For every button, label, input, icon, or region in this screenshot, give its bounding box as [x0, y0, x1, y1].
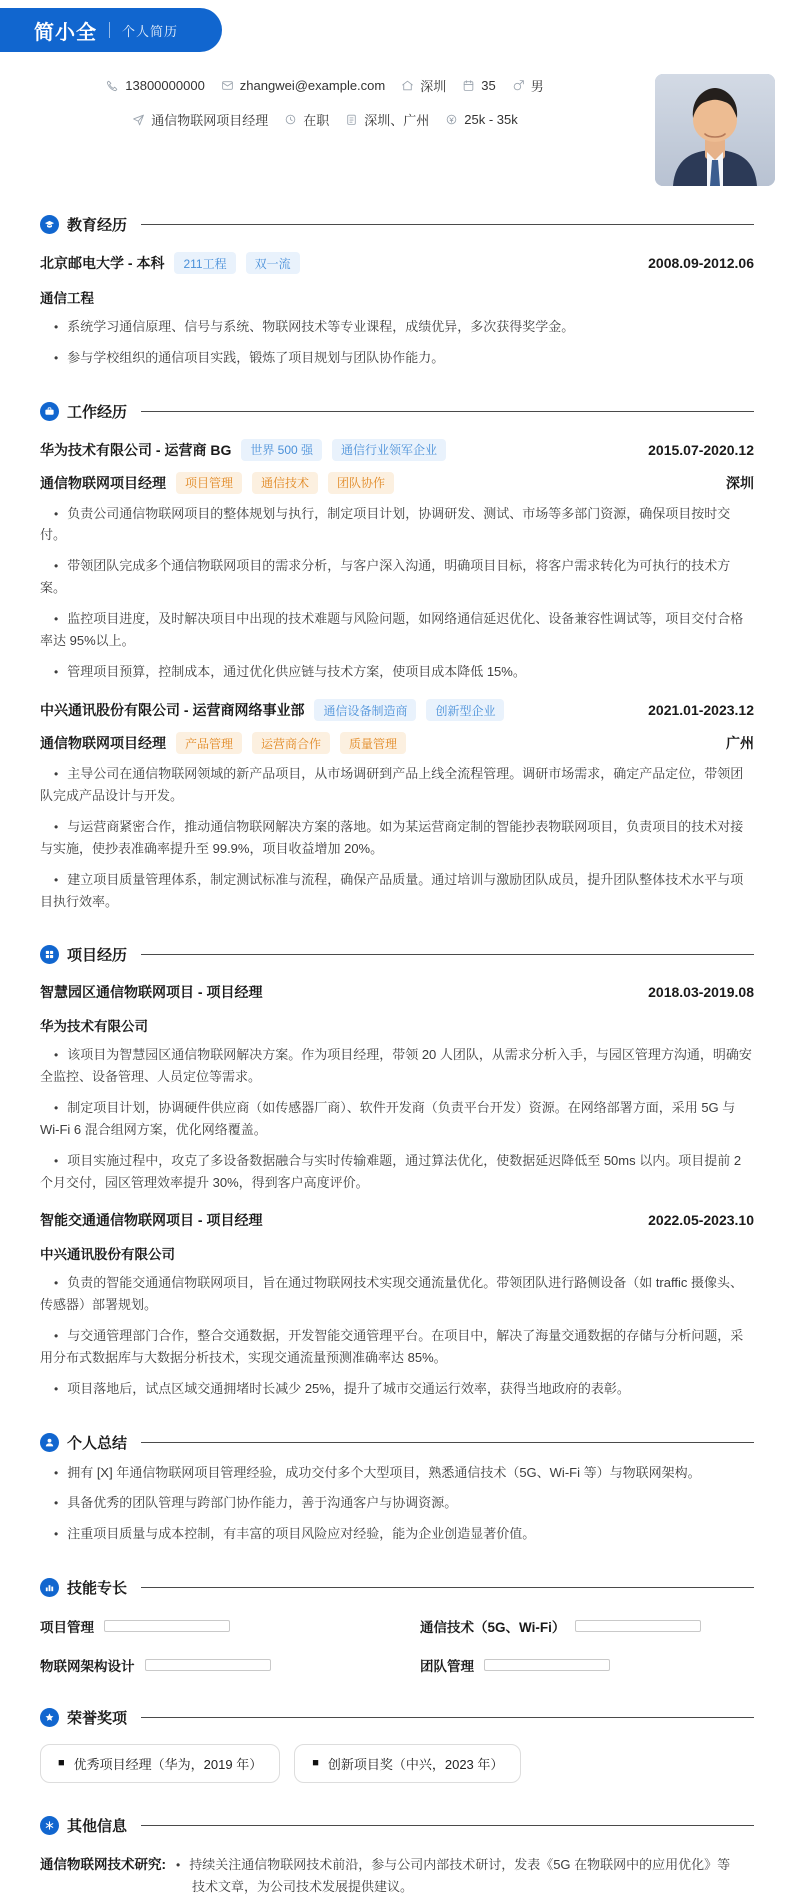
skill-label: 通信技术（5G、Wi-Fi）: [420, 1620, 566, 1636]
bullet-text: 制定项目计划，协调硬件供应商（如传感器厂商）、软件开发商（负责平台开发）资源。在网络部署方面，采用 5G 与 Wi-Fi 6 混合组网方案，优化网络覆盖。: [40, 1100, 736, 1137]
bullet-marker: •: [54, 1527, 59, 1542]
bullet-text: 具备优秀的团队管理与跨部门协作能力，善于沟通客户与协调资源。: [67, 1495, 458, 1511]
bullet-marker: •: [54, 1465, 59, 1480]
bullet-marker: •: [54, 1329, 59, 1344]
work-bullets: [40, 763, 754, 912]
skill-item: [40, 1655, 374, 1675]
section-divider: [141, 411, 754, 412]
section-divider: [141, 224, 754, 225]
skill-tag: 运营商合作: [252, 732, 330, 754]
company-tag: 创新型企业: [426, 699, 504, 721]
bullet-text: 建立项目质量管理体系，制定测试标准与流程，确保产品质量。通过培训与激励团队成员，提升团队整体技术水平与项目执行效率。: [40, 871, 744, 909]
phone-value: 13800000000: [125, 78, 205, 93]
job-status-icon: [284, 113, 297, 126]
honor-item: [40, 1744, 280, 1783]
bullet-text: 负责公司通信物联网项目的整体规划与执行，制定项目计划，协调研发、测试、市场等多部门资源，确保项目按时交付。: [40, 505, 731, 543]
job-title: 通信物联网项目经理: [40, 735, 166, 752]
section-divider: [141, 1442, 754, 1443]
company-name: 中兴通讯股份有限公司 - 运营商网络事业部: [40, 702, 305, 719]
bullet-item: [40, 608, 754, 652]
section-title: 技能专长: [67, 1580, 128, 1598]
project-name: 智慧园区通信物联网项目 - 项目经理: [40, 984, 263, 1001]
resume-header: [0, 72, 794, 182]
phone-item: [106, 78, 205, 93]
bullet-item: [40, 1378, 754, 1400]
bullet-item: [40, 1492, 754, 1514]
position-icon: [132, 113, 145, 126]
square-marker-icon: ■: [58, 1757, 65, 1770]
bullet-item: [40, 1325, 754, 1369]
bullet-text: 管理项目预算，控制成本，通过优化供应链与技术方案，使项目成本降低 15%。: [67, 663, 526, 679]
gender-value: 男: [530, 79, 544, 94]
bullet-marker: •: [54, 1048, 59, 1063]
salary-icon: [445, 113, 458, 126]
contact-row-2: [20, 110, 630, 129]
cities-icon: [345, 113, 358, 126]
bullet-item: [40, 1523, 754, 1545]
honor-text: 优秀项目经理（华为，2019 年）: [73, 1757, 263, 1773]
work-date: 2015.07-2020.12: [648, 441, 754, 458]
bullet-marker: •: [54, 1496, 59, 1511]
bullet-text: 系统学习通信原理、信号与系统、物联网技术等专业课程，成绩优异，多次获得奖学金。: [67, 319, 575, 334]
section-title: 教育经历: [67, 217, 128, 234]
bullet-text: 项目实施过程中，攻克了多设备数据融合与实时传输难题，通过算法优化，使数据延迟降低至 50ms 以内。项目提前 2 个月交付，园区管理效率提升 30%，得到客户高度评价。: [40, 1152, 742, 1190]
company-name: 华为技术有限公司 - 运营商 BG: [40, 441, 232, 458]
bullet-marker: •: [54, 559, 59, 574]
section-title: 荣誉奖项: [67, 1710, 128, 1728]
section-title: 工作经历: [67, 403, 128, 421]
section-divider: [141, 1825, 754, 1826]
other-info-label: 通信物联网技术研究:: [40, 1857, 166, 1873]
salary-item: [445, 112, 517, 127]
work-entry: [40, 439, 754, 683]
brand-name: 简小全: [34, 21, 97, 44]
skills-grid: [40, 1616, 754, 1675]
bullet-marker: •: [54, 1153, 59, 1168]
bullet-item: [40, 1272, 754, 1316]
bullet-marker: •: [54, 1276, 59, 1291]
bullet-marker: •: [54, 320, 59, 334]
work-location: 深圳: [726, 474, 754, 491]
skill-tag: 通信技术: [252, 472, 318, 494]
bullet-marker: •: [54, 611, 59, 626]
bullet-item: [40, 1150, 754, 1194]
skill-label: 团队管理: [420, 1659, 474, 1675]
email-item: [221, 78, 385, 93]
company-tag: 通信设备制造商: [314, 699, 416, 721]
age-icon: [462, 79, 475, 92]
bullet-item: [40, 816, 754, 860]
bullet-item: [40, 503, 754, 547]
bullet-item: [40, 1462, 754, 1484]
skill-tag: 团队协作: [328, 472, 394, 494]
bullet-marker: •: [54, 820, 59, 835]
education-bullets: [40, 316, 754, 369]
position-item: [132, 110, 268, 129]
bullet-text: 监控项目进度，及时解决项目中出现的技术难题与风险问题，如网络通信延迟优化、设备兼容性调试等，项目交付合格率达 95%以上。: [40, 610, 744, 648]
graduation-cap-icon: [40, 215, 59, 234]
bullet-item: [40, 763, 754, 807]
job-status-value: 在职: [303, 113, 330, 128]
section-header-education: [40, 214, 754, 235]
bullet-marker: •: [54, 506, 59, 521]
info-asterisk-icon: [40, 1816, 59, 1835]
project-date: 2022.05-2023.10: [648, 1212, 754, 1229]
bullet-item: [40, 555, 754, 599]
project-company: 华为技术有限公司: [40, 1019, 148, 1035]
summary-bullets: [40, 1462, 754, 1545]
section-header-honors: [40, 1707, 754, 1728]
resume-body: [0, 214, 794, 1898]
project-bullets: [40, 1044, 754, 1193]
contact-row-1: [20, 76, 630, 95]
bullet-text: 项目落地后，试点区域交通拥堵时长减少 25%，提升了城市交通运行效率，获得当地政府的表彰。: [67, 1380, 630, 1396]
salary-value: 25k - 35k: [464, 112, 518, 127]
skill-item: [420, 1655, 754, 1675]
bullet-item: [40, 1097, 754, 1141]
skill-tag: 质量管理: [340, 732, 406, 754]
award-star-icon: [40, 1708, 59, 1727]
section-header-work: [40, 401, 754, 422]
company-tag: 通信行业领军企业: [332, 439, 446, 461]
skill-tag: 产品管理: [176, 732, 242, 754]
bullet-marker: •: [54, 1381, 59, 1396]
section-title: 其他信息: [67, 1818, 128, 1836]
city-item: [401, 76, 446, 95]
honor-text: 创新项目奖（中兴，2023 年）: [327, 1757, 504, 1773]
city-value: 深圳: [420, 79, 447, 94]
work-location: 广州: [726, 735, 754, 752]
profile-photo: [655, 74, 775, 186]
section-header-projects: [40, 944, 754, 965]
skill-label: 物联网架构设计: [40, 1659, 135, 1675]
bullet-marker: •: [54, 872, 59, 887]
skill-label: 项目管理: [40, 1620, 94, 1636]
gender-item: [512, 76, 544, 95]
section-title: 个人总结: [67, 1434, 128, 1452]
school-tag: 211工程: [174, 252, 235, 274]
contact-info: [20, 72, 630, 129]
education-date: 2008.09-2012.06: [648, 255, 754, 271]
bullet-item: [40, 869, 754, 913]
bullet-marker: •: [54, 1101, 59, 1116]
job-title: 通信物联网项目经理: [40, 474, 166, 491]
bullet-text: 与运营商紧密合作，推动通信物联网解决方案的落地。如为某运营商定制的智能抄表物联网项目，负责项目的技术对接与实施，使抄表准确率提升至 99.9%，项目收益增加 20%。: [40, 819, 744, 856]
skill-progress-bar: [104, 1620, 230, 1632]
section-divider: [141, 1587, 754, 1588]
bullet-text: 带领团队完成多个通信物联网项目的需求分析，与客户深入沟通，明确项目目标，将客户需求转化为可执行的技术方案。: [40, 558, 731, 596]
skill-progress-bar: [484, 1659, 610, 1671]
skill-item: [40, 1616, 374, 1636]
cities-item: [345, 110, 429, 129]
bullet-marker: •: [54, 767, 59, 782]
bullet-item: [40, 347, 754, 369]
projects-grid-icon: [40, 945, 59, 964]
age-item: [462, 78, 495, 93]
bullet-text: 该项目为智慧园区通信物联网解决方案。作为项目经理，带领 20 人团队，从需求分析入手，与园区管理方沟通，明确安全监控、设备管理、人员定位等需求。: [40, 1047, 752, 1085]
bullet-text: 主导公司在通信物联网领域的新产品项目，从市场调研到产品上线全流程管理。调研市场需求，确定产品定位，带领团队完成产品设计与开发。: [40, 766, 744, 804]
bullet-text: 与交通管理部门合作，整合交通数据，开发智能交通管理平台。在项目中，解决了海量交通数据的存储与分析问题，采用分布式数据库与大数据分析技术，实现交通流量预测准确率达 85%。: [40, 1328, 744, 1365]
project-bullets: [40, 1272, 754, 1399]
phone-icon: [106, 79, 119, 92]
skill-item: [420, 1616, 754, 1636]
company-tag: 世界 500 强: [241, 439, 322, 461]
school-name: 北京邮电大学 - 本科: [40, 255, 165, 271]
banner-divider: [109, 22, 110, 38]
honor-item: [294, 1744, 521, 1783]
bullet-item: [40, 661, 754, 683]
other-info-row: [40, 1854, 754, 1898]
bullet-item: [40, 316, 754, 338]
project-entry: [40, 1210, 754, 1399]
age-value: 35: [481, 78, 496, 93]
cities-value: 深圳、广州: [364, 113, 430, 128]
bullet-text: 负责的智能交通通信物联网项目，旨在通过物联网技术实现交通流量优化。带领团队进行路侧设备（如 traffic 摄像头、传感器）部署规划。: [40, 1275, 743, 1313]
education-entry: [40, 252, 754, 274]
skill-tag: 项目管理: [176, 472, 242, 494]
email-icon: [221, 79, 234, 92]
honors-list: [40, 1744, 754, 1783]
bullet-text: 注重项目质量与成本控制，有丰富的项目风险应对经验，能为企业创造显著价值。: [67, 1526, 536, 1542]
bullet-marker: •: [54, 664, 59, 679]
other-info-bullet: [176, 1854, 736, 1898]
person-icon: [40, 1433, 59, 1452]
skill-progress-bar: [145, 1659, 271, 1671]
bar-chart-icon: [40, 1578, 59, 1597]
project-entry: [40, 982, 754, 1193]
banner-subtitle: 个人简历: [122, 23, 179, 39]
project-name: 智能交通通信物联网项目 - 项目经理: [40, 1212, 263, 1229]
briefcase-icon: [40, 402, 59, 421]
brand-banner: [0, 8, 222, 52]
bullet-text: 持续关注通信物联网技术前沿，参与公司内部技术研讨，发表《5G 在物联网中的应用优化》等技术文章，为公司技术发展提供建议。: [189, 1857, 731, 1895]
bullet-text: 拥有 [X] 年通信物联网项目管理经验，成功交付多个大型项目，熟悉通信技术（5G、Wi-Fi 等）与物联网架构。: [67, 1464, 701, 1480]
section-title: 项目经历: [67, 947, 128, 965]
square-marker-icon: ■: [312, 1757, 319, 1770]
section-divider: [141, 1717, 754, 1718]
bullet-item: [40, 1044, 754, 1088]
section-header-summary: [40, 1432, 754, 1453]
bullet-marker: •: [54, 350, 59, 365]
home-icon: [401, 79, 414, 92]
skill-progress-bar: [575, 1620, 701, 1632]
work-bullets: [40, 503, 754, 683]
bullet-marker: •: [176, 1858, 181, 1873]
bullet-text: 参与学校组织的通信项目实践，锻炼了项目规划与团队协作能力。: [67, 349, 445, 365]
project-company: 中兴通讯股份有限公司: [40, 1247, 175, 1263]
position-value: 通信物联网项目经理: [151, 113, 269, 128]
section-header-skills: [40, 1577, 754, 1598]
gender-icon: [512, 79, 525, 92]
email-value: zhangwei@example.com: [239, 78, 386, 93]
school-tag: 双一流: [246, 252, 300, 274]
section-divider: [141, 954, 754, 955]
project-date: 2018.03-2019.08: [648, 984, 754, 1001]
job-status-item: [284, 110, 329, 129]
major-name: 通信工程: [40, 291, 94, 306]
work-date: 2021.01-2023.12: [648, 702, 754, 719]
work-entry: [40, 699, 754, 912]
profile-photo-illustration: [655, 74, 775, 186]
section-header-other: [40, 1815, 754, 1836]
